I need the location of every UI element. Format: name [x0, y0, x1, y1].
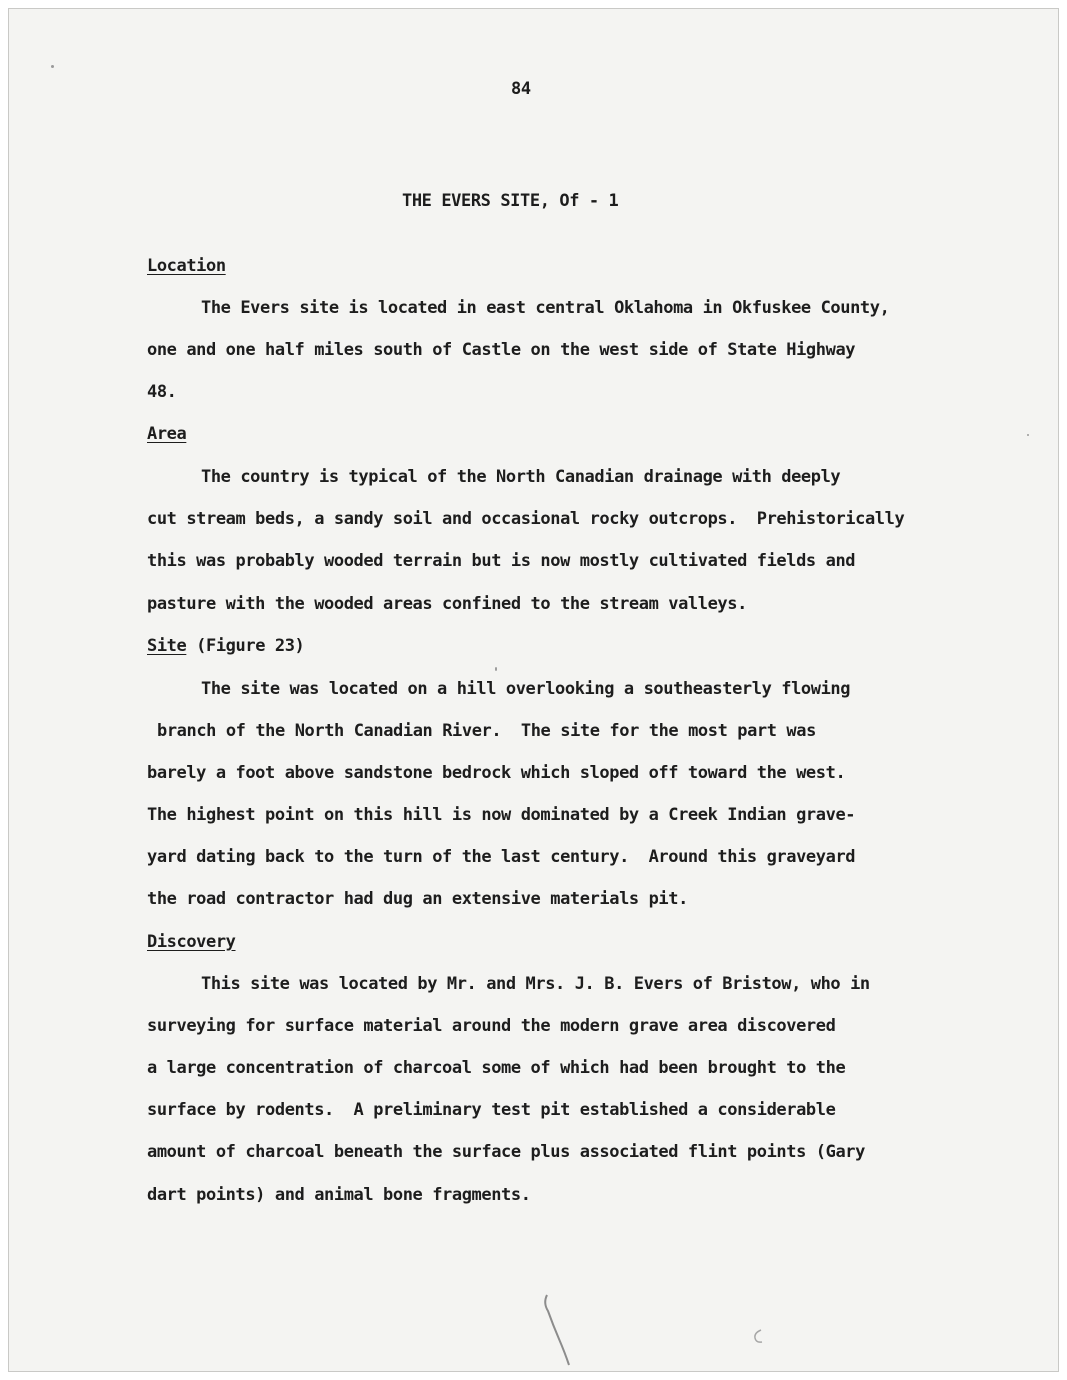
paragraph-line: cut stream beds, a sandy soil and occasional rocky outcrops. Prehistorically: [147, 509, 905, 529]
paragraph-line: one and one half miles south of Castle on the west side of State Highway: [147, 340, 856, 360]
section-heading-site: [147, 634, 304, 658]
paragraph-line: amount of charcoal beneath the surface plus associated flint points (Gary: [147, 1142, 865, 1162]
paragraph-line: the road contractor had dug an extensive materials pit.: [147, 889, 688, 909]
section-heading-area: [147, 422, 186, 446]
scan-stroke-mark: [539, 1291, 579, 1371]
heading-text: Area: [147, 424, 187, 444]
paragraph-line: The country is typical of the North Canadian drainage with deeply: [201, 467, 841, 487]
section-heading-location: [147, 254, 226, 278]
scan-speck: [51, 65, 54, 68]
scan-speck: [1027, 434, 1029, 436]
document-page: [8, 8, 1059, 1372]
paragraph-line: The Evers site is located in east central Oklahoma in Okfuskee County,: [201, 298, 890, 318]
paragraph-line: barely a foot above sandstone bedrock which sloped off toward the west.: [147, 763, 846, 783]
scan-speck: [495, 667, 497, 671]
heading-note: (Figure 23): [186, 636, 305, 656]
scan-curl-mark: [751, 1327, 765, 1347]
heading-text: Discovery: [147, 932, 236, 952]
paragraph-line: 48.: [147, 382, 177, 402]
paragraph-line: The highest point on this hill is now dominated by a Creek Indian grave-: [147, 805, 856, 825]
paragraph-line: yard dating back to the turn of the last century. Around this graveyard: [147, 847, 856, 867]
page-title: THE EVERS SITE, Of - 1: [402, 191, 619, 211]
paragraph-line: surveying for surface material around the modern grave area discovered: [147, 1016, 836, 1036]
paragraph-line: a large concentration of charcoal some of which had been brought to the: [147, 1058, 846, 1078]
paragraph-line: this was probably wooded terrain but is now mostly cultivated fields and: [147, 551, 856, 571]
heading-text: Site: [147, 636, 187, 656]
page-number: 84: [511, 79, 531, 99]
heading-text: Location: [147, 256, 226, 276]
paragraph-line: pasture with the wooded areas confined to the stream valleys.: [147, 594, 747, 614]
paragraph-line: dart points) and animal bone fragments.: [147, 1185, 531, 1205]
paragraph-line: The site was located on a hill overlooking a southeasterly flowing: [201, 679, 851, 699]
paragraph-line: branch of the North Canadian River. The site for the most part was: [157, 721, 816, 741]
paragraph-line: This site was located by Mr. and Mrs. J. B. Evers of Bristow, who in: [201, 974, 870, 994]
section-heading-discovery: [147, 930, 236, 954]
paragraph-line: surface by rodents. A preliminary test pit established a considerable: [147, 1100, 836, 1120]
